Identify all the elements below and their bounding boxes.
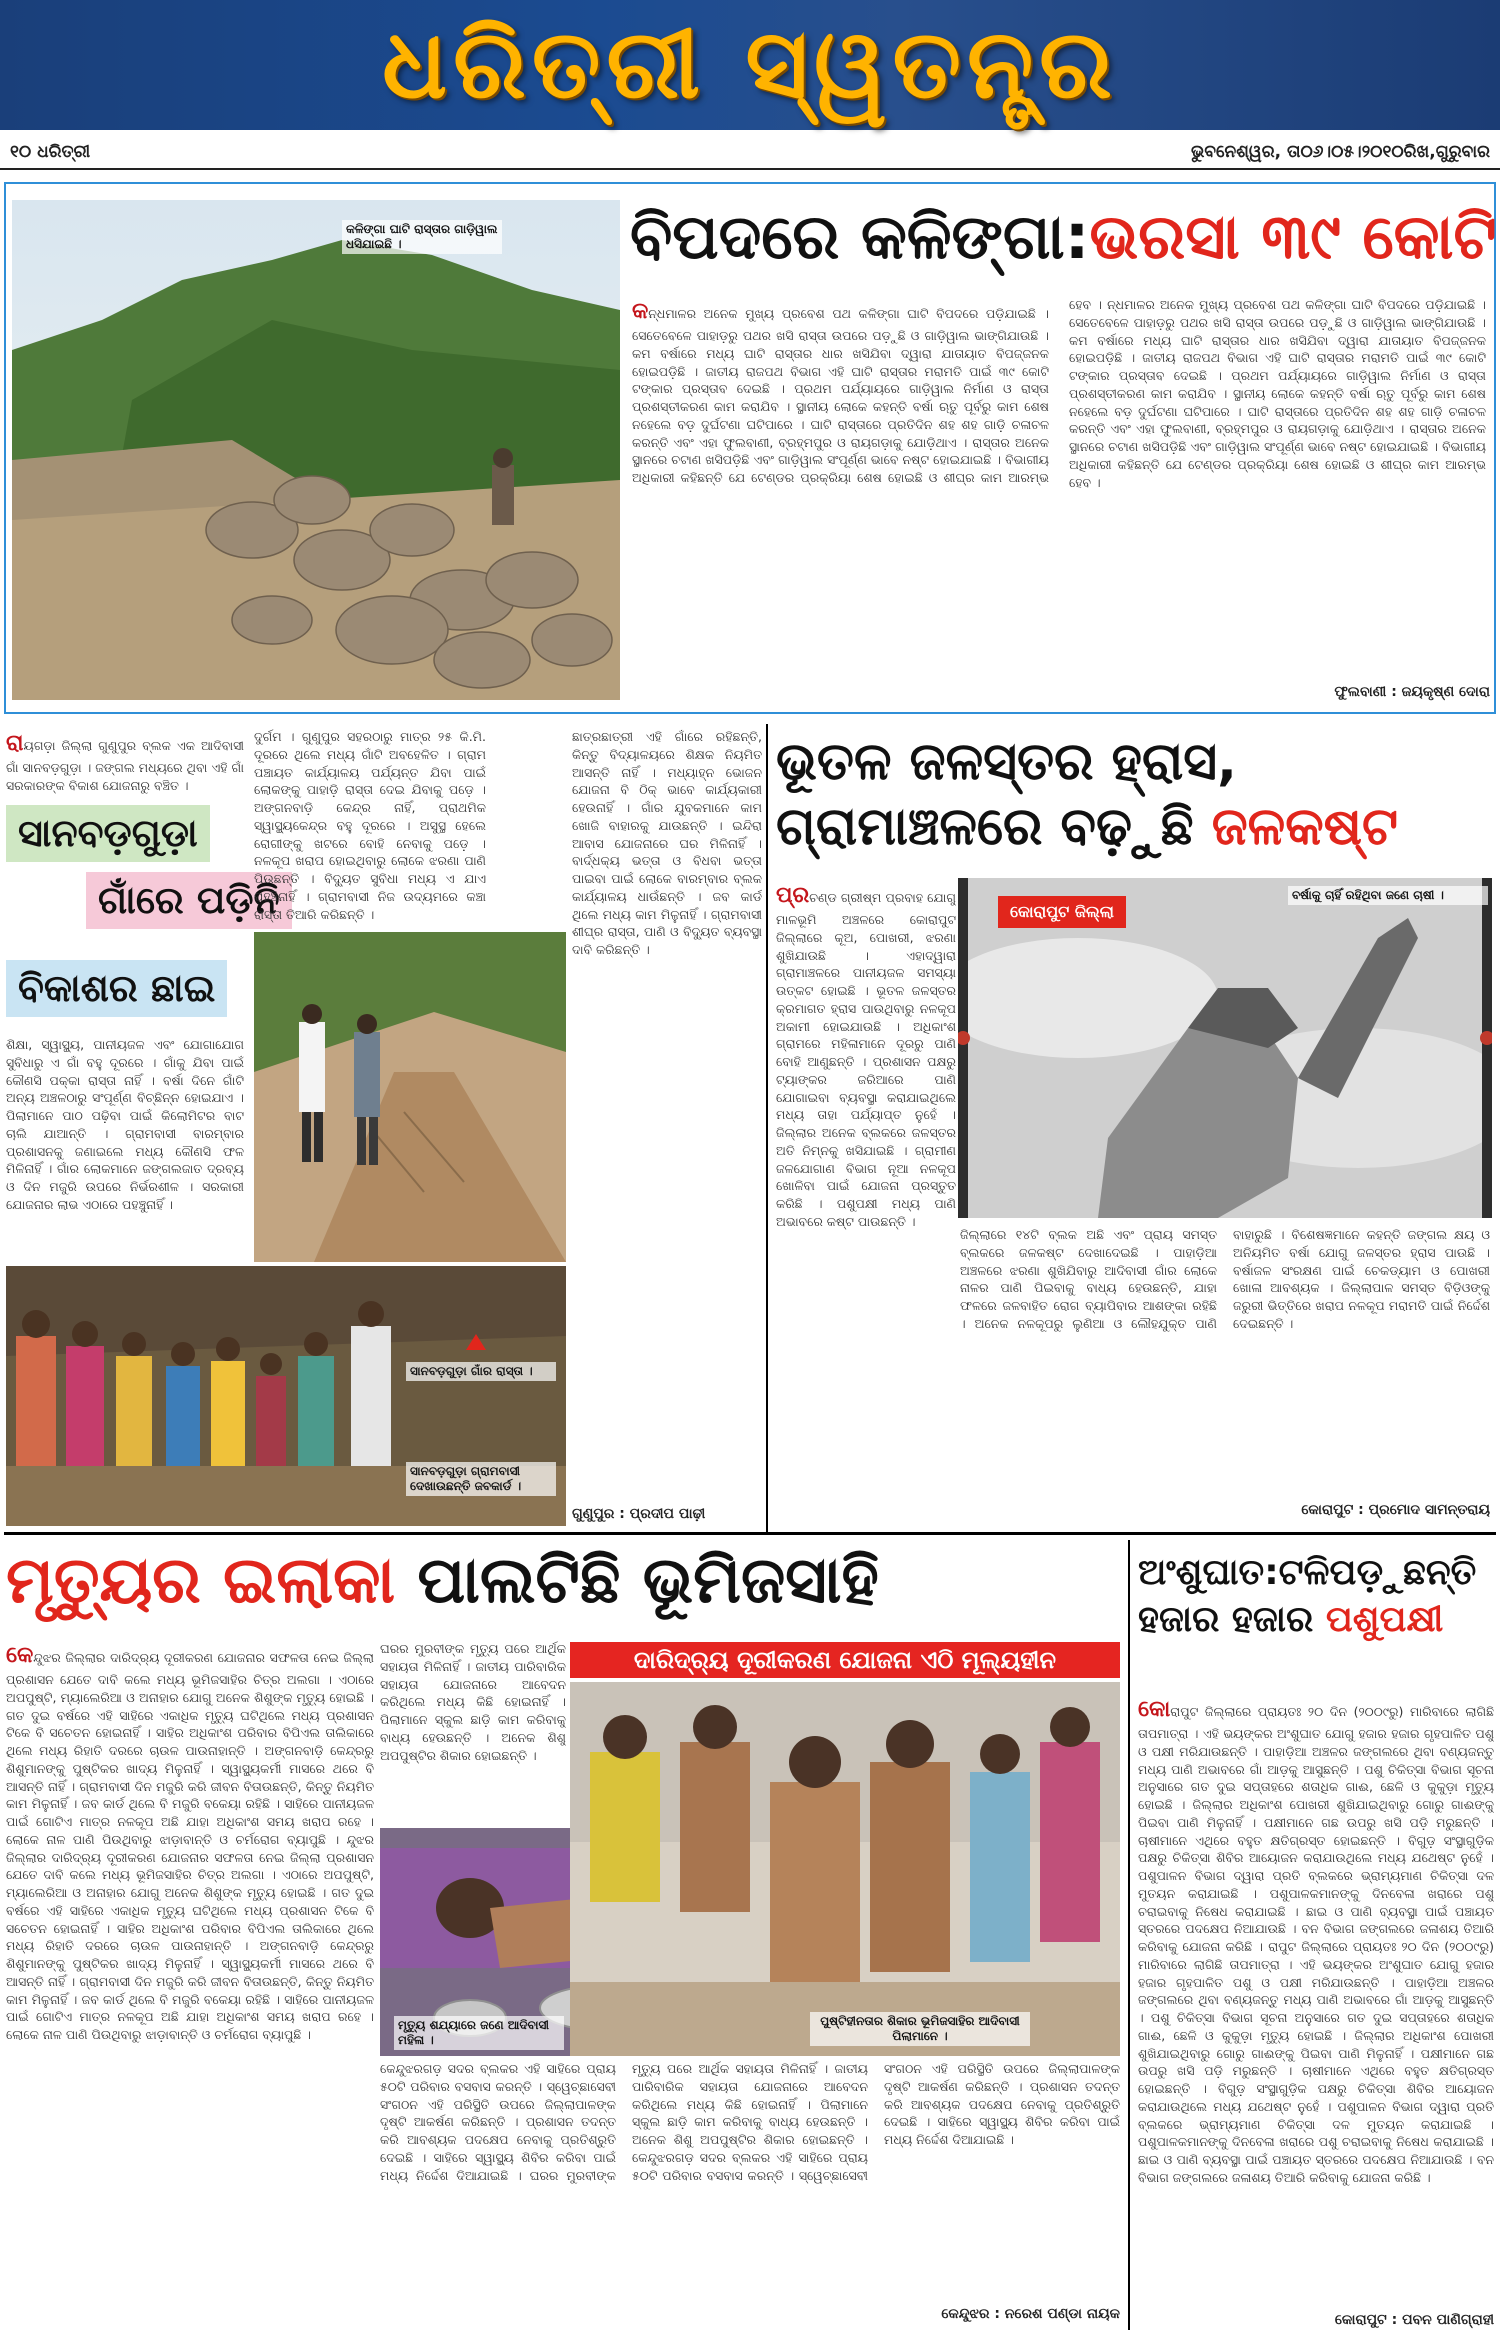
- story1-body-text-2: ନ୍ଧମାଳର ଅନେକ ମୁଖ୍ୟ ପ୍ରବେଶ ପଥ କଳିଙ୍ଗା ଘାଟି ବିପଦରେ ପଡ଼ିଯାଇଛି । ସେତେବେଳେ ପାହାଡ଼ରୁ ପଥର ଖସି ରାସ୍ତା ଉପରେ ପଡ଼ୁଛି ଓ ଗାଡ଼ିୱାଲ ଭାଙ୍ଗିଯାଉଛି । କମ ବର୍ଷାରେ ମଧ୍ୟ ଘାଟି ରାସ୍ତାର ଧାର ଖସିଯିବା ଦ୍ୱାରା ଯାତାୟାତ ବିପଜ୍ଜନକ ହୋଇପଡ଼ିଛି । ଜାତୀୟ ରାଜପଥ ବିଭାଗ ଏହି ଘାଟି ରାସ୍ତାର ମରାମତି ପାଇଁ ୩୯ କୋଟି ଟଙ୍କାର ପ୍ରସ୍ତାବ ଦେଇଛି । ପ୍ରଥମ ପର୍ଯ୍ୟାୟରେ ଗାଡ଼ିୱାଲ ନିର୍ମାଣ ଓ ରାସ୍ତା ପ୍ରଶସ୍ତୀକରଣ କାମ କରାଯିବ । ସ୍ଥାନୀୟ ଲୋକେ କହନ୍ତି ବର୍ଷା ଋତୁ ପୂର୍ବରୁ କାମ ଶେଷ ନହେଲେ ବଡ଼ ଦୁର୍ଘଟଣା ଘଟିପାରେ । ଘାଟି ରାସ୍ତାରେ ପ୍ରତିଦିନ ଶହ ଶହ ଗାଡ଼ି ଚଳାଚଳ କରନ୍ତି ଏବଂ ଏହା ଫୁଲବାଣୀ, ବ୍ରହ୍ମପୁର ଓ ରାୟଗଡ଼ାକୁ ଯୋଡ଼ିଥାଏ । ରାସ୍ତାର ଅନେକ ସ୍ଥାନରେ ଚଟାଣ ଖସିପଡ଼ିଛି ଏବଂ ଗାଡ଼ିୱାଲ ସଂପୂର୍ଣ୍ଣ ଭାବେ ନଷ୍ଟ ହୋଇଯାଇଛି । ବିଭାଗୀୟ ଅଧିକାରୀ କହିଛନ୍ତି ଯେ ଟେଣ୍ଡର ପ୍ରକ୍ରିୟା ଶେଷ ହୋଇଛି ଓ ଶୀଘ୍ର କାମ ଆରମ୍ଭ ହେବ ।: [1069, 297, 1486, 490]
- story2-tag1: ସାନବଡ଼ଗୁଡ଼ା: [6, 805, 210, 862]
- story3-photo: [958, 878, 1492, 1218]
- story2-photo-road: [254, 932, 566, 1262]
- story3-headline-a: ଭୂତଳ ଜଳସ୍ତର ହ୍ରାସ,: [776, 732, 1237, 792]
- story2-col3: ଛାତ୍ରଛାତ୍ରୀ ଏହି ଗାଁରେ ରହିଛନ୍ତି, କିନ୍ତୁ ବିଦ୍ୟାଳୟରେ ଶିକ୍ଷକ ନିୟମିତ ଆସନ୍ତି ନାହିଁ । ମଧ୍ୟାହ୍ନ ଭୋଜନ ଯୋଜନା ବି ଠିକ୍ ଭାବେ କାର୍ଯ୍ୟକାରୀ ହେଉନାହିଁ । ଗାଁର ଯୁବକମାନେ କାମ ଖୋଜି ବାହାରକୁ ଯାଉଛନ୍ତି । ଇନ୍ଦିରା ଆବାସ ଯୋଜନାରେ ଘର ମିଳିନାହିଁ । ବାର୍ଦ୍ଧକ୍ୟ ଭତ୍ତା ଓ ବିଧବା ଭତ୍ତା ପାଇବା ପାଇଁ ଲୋକେ ବାରମ୍ବାର ବ୍ଲକ କାର୍ଯ୍ୟାଳୟ ଧାଉଁଛନ୍ତି । ଜବ କାର୍ଡ ଥିଲେ ମଧ୍ୟ କାମ ମିଳୁନାହିଁ । ଗ୍ରାମବାସୀ ଶୀଘ୍ର ରାସ୍ତା, ପାଣି ଓ ବିଦ୍ୟୁତ ବ୍ୟବସ୍ଥା ଦାବି କରିଛନ୍ତି ।: [572, 729, 762, 957]
- story5-headline-c: ପଶୁପକ୍ଷୀ: [1325, 1598, 1444, 1640]
- story5-headline: [1138, 1550, 1494, 1690]
- story3-label: କୋରାପୁଟ ଜିଲ୍ଲା: [998, 896, 1126, 928]
- story1-body-text: ନ୍ଧମାଳର ଅନେକ ମୁଖ୍ୟ ପ୍ରବେଶ ପଥ କଳିଙ୍ଗା ଘାଟି ବିପଦରେ ପଡ଼ିଯାଇଛି । ସେତେବେଳେ ପାହାଡ଼ରୁ ପଥର ଖସି ରାସ୍ତା ଉପରେ ପଡ଼ୁଛି ଓ ଗାଡ଼ିୱାଲ ଭାଙ୍ଗିଯାଉଛି । କମ ବର୍ଷାରେ ମଧ୍ୟ ଘାଟି ରାସ୍ତାର ଧାର ଖସିଯିବା ଦ୍ୱାରା ଯାତାୟାତ ବିପଜ୍ଜନକ ହୋଇପଡ଼ିଛି । ଜାତୀୟ ରାଜପଥ ବିଭାଗ ଏହି ଘାଟି ରାସ୍ତାର ମରାମତି ପାଇଁ ୩୯ କୋଟି ଟଙ୍କାର ପ୍ରସ୍ତାବ ଦେଇଛି । ପ୍ରଥମ ପର୍ଯ୍ୟାୟରେ ଗାଡ଼ିୱାଲ ନିର୍ମାଣ ଓ ରାସ୍ତା ପ୍ରଶସ୍ତୀକରଣ କାମ କରାଯିବ । ସ୍ଥାନୀୟ ଲୋକେ କହନ୍ତି ବର୍ଷା ଋତୁ ପୂର୍ବରୁ କାମ ଶେଷ ନହେଲେ ବଡ଼ ଦୁର୍ଘଟଣା ଘଟିପାରେ । ଘାଟି ରାସ୍ତାରେ ପ୍ରତିଦିନ ଶହ ଶହ ଗାଡ଼ି ଚଳାଚଳ କରନ୍ତି ଏବଂ ଏହା ଫୁଲବାଣୀ, ବ୍ରହ୍ମପୁର ଓ ରାୟଗଡ଼ାକୁ ଯୋଡ଼ିଥାଏ । ରାସ୍ତାର ଅନେକ ସ୍ଥାନରେ ଚଟାଣ ଖସିପଡ଼ିଛି ଏବଂ ଗାଡ଼ିୱାଲ ସଂପୂର୍ଣ୍ଣ ଭାବେ ନଷ୍ଟ ହୋଇଯାଇଛି । ବିଭାଗୀୟ ଅଧିକାରୀ କହିଛନ୍ତି ଯେ ଟେଣ୍ଡର ପ୍ରକ୍ରିୟା ଶେଷ ହୋଇଛି ଓ ଶୀଘ୍ର କାମ ଆରମ୍ଭ ହେବ ।: [632, 297, 1102, 486]
- story2-caption1-marker: [466, 1334, 486, 1350]
- story3-headline-b: ଗ୍ରାମାଞ୍ଚଳରେ ବଢ଼ୁଛି: [776, 797, 1194, 857]
- story4-dropcap: କେ: [6, 1643, 34, 1668]
- story5-headline-a: ଅଂଶୁଘାତ:ଟଳିପଡ଼ୁଛନ୍ତି: [1138, 1552, 1477, 1593]
- story2-caption2: ସାନବଡ଼ଗୁଡ଼ା ଗ୍ରାମବାସୀ ଦେଖାଉଛନ୍ତି ଜବକାର୍ଡ ।: [406, 1462, 556, 1496]
- story3-col1b: ପ୍ରଶାସନ ପକ୍ଷରୁ ଟ୍ୟାଙ୍କର ଜରିଆରେ ପାଣି ଯୋଗାଇବା ବ୍ୟବସ୍ଥା କରାଯାଇଥିଲେ ମଧ୍ୟ ତାହା ପର୍ଯ୍ୟାପ୍ତ ନୁହେଁ । ଜିଲ୍ଲାର ଅନେକ ବ୍ଲକରେ ଜଳସ୍ତର ଅତି ନିମ୍ନକୁ ଖସିଯାଇଛି । ଗ୍ରାମୀଣ ଜଳଯୋଗାଣ ବିଭାଗ ନୂଆ ନଳକୂପ ଖୋଳିବା ପାଇଁ ଯୋଜନା ପ୍ରସ୍ତୁତ କରିଛି । ପଶୁପକ୍ଷୀ ମଧ୍ୟ ପାଣି ଅଭାବରେ କଷ୍ଟ ପାଉଛନ୍ତି ।: [776, 1054, 956, 1229]
- column-rule-2: [1128, 1540, 1130, 2330]
- story2-caption1: ସାନବଡ଼ଗୁଡ଼ା ଗାଁର ରାସ୍ତା ।: [406, 1362, 556, 1381]
- page-number: ୧୦ ଧରିତ୍ରୀ: [10, 142, 91, 162]
- farmer-looking-sky-image: [958, 878, 1492, 1218]
- story5-body: [1138, 1694, 1494, 2310]
- story2-body: ଶିକ୍ଷା, ସ୍ୱାସ୍ଥ୍ୟ, ପାନୀୟଜଳ ଏବଂ ଯୋଗାଯୋଗ ସୁବିଧାରୁ ଏ ଗାଁ ବହୁ ଦୂରରେ । ଗାଁକୁ ଯିବା ପାଇଁ କୌଣସି ପକ୍କା ରାସ୍ତା ନାହିଁ । ବର୍ଷା ଦିନେ ଗାଁଟି ଅନ୍ୟ ଅଞ୍ଚଳଠାରୁ ସଂପୂର୍ଣ୍ଣ ବିଚ୍ଛିନ୍ନ ହୋଇଯାଏ । ପିଲାମାନେ ପାଠ ପଢ଼ିବା ପାଇଁ କିଲୋମିଟର ବାଟ ଚାଲି ଯାଆନ୍ତି । ଗ୍ରାମବାସୀ ବାରମ୍ବାର ପ୍ରଶାସନକୁ ଜଣାଇଲେ ମଧ୍ୟ କୌଣସି ଫଳ ମିଳିନାହିଁ । ଗାଁର ଲୋକମାନେ ଜଙ୍ଗଲଜାତ ଦ୍ରବ୍ୟ ଓ ଦିନ ମଜୁରି ଉପରେ ନିର୍ଭରଶୀଳ । ସରକାରୀ ଯୋଜନାର ଲାଭ ଏଠାରେ ପହଞ୍ଚୁନାହିଁ ।: [6, 1037, 244, 1212]
- village-road-image: [254, 932, 566, 1262]
- story3-body-text: ଚଣ୍ଡ ଗ୍ରୀଷ୍ମ ପ୍ରବାହ ଯୋଗୁ ମାଳଭୂମି ଅଞ୍ଚଳରେ କୋରାପୁଟ ଜିଲ୍ଲାରେ କୂଅ, ପୋଖରୀ, ଝରଣା ଶୁଖିଯାଉଛି । ଏହାଦ୍ୱାରା ଗ୍ରାମାଞ୍ଚଳରେ ପାନୀୟଜଳ ସମସ୍ୟା ଉତ୍କଟ ହୋଇଛି । ଭୂତଳ ଜଳସ୍ତର କ୍ରମାଗତ ହ୍ରାସ ପାଉଥିବାରୁ ନଳକୂପ ଅକାମୀ ହୋଇଯାଉଛି । ଅଧିକାଂଶ ଗ୍ରାମରେ ମହିଳାମାନେ ଦୂରରୁ ପାଣି ବୋହି ଆଣୁଛନ୍ତି ।: [776, 890, 956, 1070]
- story4-body-text: ନ୍ଦୁଝର ଜିଲ୍ଲାର ଦାରିଦ୍ର୍ୟ ଦୂରୀକରଣ ଯୋଜନାର ସଫଳତା ନେଇ ଜିଲ୍ଲା ପ୍ରଶାସନ ଯେତେ ଦାବି କଲେ ମଧ୍ୟ ଭୂମିଜସାହିର ଚିତ୍ର ଅଲଗା । ଏଠାରେ ଅପପୁଷ୍ଟି, ମ୍ୟାଲେରିଆ ଓ ଅନାହାର ଯୋଗୁ ଅନେକ ଶିଶୁଙ୍କ ମୃତ୍ୟୁ ହୋଇଛି । ଗତ ଦୁଇ ବର୍ଷରେ ଏହି ସାହିରେ ଏକାଧିକ ମୃତ୍ୟୁ ଘଟିଥିଲେ ମଧ୍ୟ ପ୍ରଶାସନ ଟିକେ ବି ସଚେତନ ହୋଇନାହିଁ । ସାହିର ଅଧିକାଂଶ ପରିବାର ବିପିଏଲ ତାଲିକାରେ ଥିଲେ ମଧ୍ୟ ରିହାତି ଦରରେ ଚାଉଳ ପାଉନାହାନ୍ତି । ଅଙ୍ଗନବାଡ଼ି କେନ୍ଦ୍ରରୁ ଶିଶୁମାନଙ୍କୁ ପୁଷ୍ଟିକର ଖାଦ୍ୟ ମିଳୁନାହିଁ । ସ୍ୱାସ୍ଥ୍ୟକର୍ମୀ ମାସରେ ଥରେ ବି ଆସନ୍ତି ନାହିଁ । ଗ୍ରାମବାସୀ ଦିନ ମଜୁରି କରି ଜୀବନ ବିତାଉଛନ୍ତି, କିନ୍ତୁ ନିୟମିତ କାମ ମିଳୁନାହିଁ । ଜବ କାର୍ଡ ଥିଲେ ବି ମଜୁରି ବକେୟା ରହିଛି । ସାହିରେ ପାନୀୟଜଳ ପାଇଁ ଗୋଟିଏ ମାତ୍ର ନଳକୂପ ଅଛି ଯାହା ଅଧିକାଂଶ ସମୟ ଖରାପ ରହେ । ଲୋକେ ନାଳ ପାଣି ପିଉଥିବାରୁ ଝାଡ଼ାବାନ୍ତି ଓ ଚର୍ମରୋଗ ବ୍ୟାପୁଛି ।: [6, 1650, 374, 1847]
- masthead-title: ଧରିତ୍ରୀ ସ୍ୱତନ୍ତ୍ର: [382, 8, 1118, 120]
- story3-headline-c: ଜଳକଷ୍ଟ: [1211, 797, 1399, 857]
- masthead: [0, 0, 1500, 130]
- story4-banner: ଦାରିଦ୍ର୍ୟ ଦୂରୀକରଣ ଯୋଜନା ଏଠି ମୂଲ୍ୟହୀନ: [570, 1642, 1120, 1678]
- story1-headline-a: ବିପଦରେ କଳିଙ୍ଗା:: [630, 200, 1090, 273]
- story5-body-text: ରାପୁଟ ଜିଲ୍ଲାରେ ପ୍ରାୟତଃ ୨୦ ଦିନ (୨୦୦୯ରୁ) ମାରିବାରେ ଲାଗିଛି ତାପମାତ୍ରା । ଏହି ଭୟଙ୍କର ଅଂଶୁଘାତ ଯୋଗୁ ହଜାର ହଜାର ଗୃହପାଳିତ ପଶୁ ଓ ପକ୍ଷୀ ମରିଯାଉଛନ୍ତି । ପାହାଡ଼ିଆ ଅଞ୍ଚଳର ଜଙ୍ଗଲରେ ଥିବା ବଣ୍ୟଜନ୍ତୁ ମଧ୍ୟ ପାଣି ଅଭାବରେ ଗାଁ ଆଡ଼କୁ ଆସୁଛନ୍ତି । ପଶୁ ଚିକିତ୍ସା ବିଭାଗ ସୂଚନା ଅନୁସାରେ ଗତ ଦୁଇ ସପ୍ତାହରେ ଶତାଧିକ ଗାଈ, ଛେଳି ଓ କୁକୁଡ଼ା ମୃତ୍ୟୁ ହୋଇଛି । ଜିଲ୍ଲାର ଅଧିକାଂଶ ପୋଖରୀ ଶୁଖିଯାଇଥିବାରୁ ଗୋରୁ ଗାଈଙ୍କୁ ପିଇବା ପାଣି ମିଳୁନାହିଁ । ପକ୍ଷୀମାନେ ଗଛ ଉପରୁ ଖସି ପଡ଼ି ମରୁଛନ୍ତି । ଚାଷୀମାନେ ଏଥିରେ ବହୁତ କ୍ଷତିଗ୍ରସ୍ତ ହୋଇଛନ୍ତି ।: [1138, 1704, 1494, 1848]
- story4-headline-b: ପାଲଟିଛି ଭୂମିଜସାହି: [417, 1544, 879, 1618]
- column-rule: [766, 724, 768, 1532]
- section-rule: [4, 1532, 1496, 1535]
- story4-col-bottom-text-2: ଘରର ମୁରବୀଙ୍କ ମୃତ୍ୟୁ ପରେ ଆର୍ଥିକ ସହାୟତା ମିଳିନାହିଁ । ଜାତୀୟ ପାରିବାରିକ ସହାୟତା ଯୋଜନାରେ ଆବେଦନ କରିଥିଲେ ମଧ୍ୟ କିଛି ହୋଇନାହିଁ । ପିଲାମାନେ ସ୍କୁଲ ଛାଡ଼ି କାମ କରିବାକୁ ବାଧ୍ୟ ହେଉଛନ୍ତି । ଅନେକ ଶିଶୁ ଅପପୁଷ୍ଟିର ଶିକାର ହୋଇଛନ୍ତି ।: [529, 2061, 868, 2183]
- story4-photo-children: [570, 1682, 1120, 2056]
- story1-byline: ଫୁଲବାଣୀ : ଜୟକୃଷ୍ଣ ଦୋରା: [1334, 684, 1490, 700]
- story4-headline: [6, 1544, 1126, 1634]
- story1-body: [632, 296, 1486, 676]
- story1-headline: [630, 200, 1497, 290]
- story3-byline: କୋରାପୁଟ : ପ୍ରମୋଦ ସାମନ୍ତରାୟ: [1301, 1502, 1490, 1518]
- story5-body2-2: ବିଗୁଡ଼ ସଂସ୍ଥାଗୁଡ଼ିକ ପକ୍ଷରୁ ଚିକିତ୍ସା ଶିବିର ଆୟୋଜନ କରାଯାଉଥିଲେ ମଧ୍ୟ ଯଥେଷ୍ଟ ନୁହେଁ । ପଶୁପାଳନ ବିଭାଗ ଦ୍ୱାରା ପ୍ରତି ବ୍ଲକରେ ଭ୍ରାମ୍ୟମାଣ ଚିକିତ୍ସା ଦଳ ମୁତୟନ କରାଯାଇଛି । ପଶୁପାଳକମାନଙ୍କୁ ଦିନବେଳା ଖରାରେ ପଶୁ ଚରାଇବାକୁ ନିଷେଧ କରାଯାଇଛି । ଛାଇ ଓ ପାଣି ବ୍ୟବସ୍ଥା ପାଇଁ ପଞ୍ଚାୟତ ସ୍ତରରେ ପଦକ୍ଷେପ ନିଆଯାଉଛି । ବନ ବିଭାଗ ଜଙ୍ଗଲରେ ଜଳାଶୟ ତିଆରି କରିବାକୁ ଯୋଜନା କରିଛି ।: [1138, 2081, 1494, 2185]
- story2-col2: ଦୁର୍ଗମ । ଗୁଣୁପୁର ସହରଠାରୁ ମାତ୍ର ୨୫ କି.ମି. ଦୂରରେ ଥିଲେ ମଧ୍ୟ ଗାଁଟି ଅବହେଳିତ । ଗ୍ରାମ ପଞ୍ଚାୟତ କାର୍ଯ୍ୟାଳୟ ପର୍ଯ୍ୟନ୍ତ ଯିବା ପାଇଁ ଲୋକଙ୍କୁ ପାହାଡ଼ି ରାସ୍ତା ଦେଇ ଯିବାକୁ ପଡ଼େ । ଅଙ୍ଗନବାଡ଼ି କେନ୍ଦ୍ର ନାହିଁ, ପ୍ରାଥମିକ ସ୍ୱାସ୍ଥ୍ୟକେନ୍ଦ୍ର ବହୁ ଦୂରରେ । ଅସୁସ୍ଥ ହେଲେ ରୋଗୀଙ୍କୁ ଖଟରେ ବୋହି ନେବାକୁ ପଡ଼େ । ନଳକୂପ ଖରାପ ହୋଇଥିବାରୁ ଲୋକେ ଝରଣା ପାଣି ପିଉଛନ୍ତି । ବିଦ୍ୟୁତ ସୁବିଧା ମଧ୍ୟ ଏ ଯାଏ ପହଞ୍ଚିନାହିଁ । ଗ୍ରାମବାସୀ ନିଜ ଉଦ୍ୟମରେ କଞ୍ଚା ରାସ୍ତା ତିଆରି କରିଛନ୍ତି ।: [254, 729, 486, 922]
- story4-col-bottom: [380, 2060, 1120, 2300]
- story3-dropcap: ପ୍ର: [776, 883, 810, 908]
- story4-caption2: ପୁଷ୍ଟିହୀନତାର ଶିକାର ଭୂମିଜସାହିର ଆଦିବାସୀ ପିଲାମାନେ ।: [810, 2012, 1030, 2046]
- story2-tag3: ବିକାଶର ଛାଇ: [6, 960, 227, 1017]
- story4-headline-a: ମୃତ୍ୟୁର ଇଲାକା: [6, 1544, 396, 1618]
- story4-col2: ଘରର ମୁରବୀଙ୍କ ମୃତ୍ୟୁ ପରେ ଆର୍ଥିକ ସହାୟତା ମିଳିନାହିଁ । ଜାତୀୟ ପାରିବାରିକ ସହାୟତା ଯୋଜନାରେ ଆବେଦନ କରିଥିଲେ ମଧ୍ୟ କିଛି ହୋଇନାହିଁ । ପିଲାମାନେ ସ୍କୁଲ ଛାଡ଼ି କାମ କରିବାକୁ ବାଧ୍ୟ ହେଉଛନ୍ତି । ଅନେକ ଶିଶୁ ଅପପୁଷ୍ଟିର ଶିକାର ହୋଇଛନ୍ତି ।: [380, 1641, 566, 1763]
- issue-date: ଭୁବନେଶ୍ୱର, ତା୦୬।୦୫।୨୦୧୦ରିଖ,ଗୁରୁବାର: [1191, 142, 1490, 162]
- mountain-road-image: [12, 200, 620, 700]
- story1-photo-caption: କଳିଙ୍ଗା ଘାଟି ରାସ୍ତାର ଗାଡ଼ିୱାଲ ଧସିଯାଇଛି ।: [342, 220, 502, 254]
- story5-body2: ବିଗୁଡ଼ ସଂସ୍ଥାଗୁଡ଼ିକ ପକ୍ଷରୁ ଚିକିତ୍ସା ଶିବିର ଆୟୋଜନ କରାଯାଉଥିଲେ ମଧ୍ୟ ଯଥେଷ୍ଟ ନୁହେଁ । ପଶୁପାଳନ ବିଭାଗ ଦ୍ୱାରା ପ୍ରତି ବ୍ଲକରେ ଭ୍ରାମ୍ୟମାଣ ଚିକିତ୍ସା ଦଳ ମୁତୟନ କରାଯାଇଛି । ପଶୁପାଳକମାନଙ୍କୁ ଦିନବେଳା ଖରାରେ ପଶୁ ଚରାଇବାକୁ ନିଷେଧ କରାଯାଇଛି । ଛାଇ ଓ ପାଣି ବ୍ୟବସ୍ଥା ପାଇଁ ପଞ୍ଚାୟତ ସ୍ତରରେ ପଦକ୍ଷେପ ନିଆଯାଉଛି । ବନ ବିଭାଗ ଜଙ୍ଗଲରେ ଜଳାଶୟ ତିଆରି କରିବାକୁ ଯୋଜନା କରିଛି ।: [1138, 1832, 1494, 1955]
- story5-body-text-2: ରାପୁଟ ଜିଲ୍ଲାରେ ପ୍ରାୟତଃ ୨୦ ଦିନ (୨୦୦୯ରୁ) ମାରିବାରେ ଲାଗିଛି ତାପମାତ୍ରା । ଏହି ଭୟଙ୍କର ଅଂଶୁଘାତ ଯୋଗୁ ହଜାର ହଜାର ଗୃହପାଳିତ ପଶୁ ଓ ପକ୍ଷୀ ମରିଯାଉଛନ୍ତି । ପାହାଡ଼ିଆ ଅଞ୍ଚଳର ଜଙ୍ଗଲରେ ଥିବା ବଣ୍ୟଜନ୍ତୁ ମଧ୍ୟ ପାଣି ଅଭାବରେ ଗାଁ ଆଡ଼କୁ ଆସୁଛନ୍ତି । ପଶୁ ଚିକିତ୍ସା ବିଭାଗ ସୂଚନା ଅନୁସାରେ ଗତ ଦୁଇ ସପ୍ତାହରେ ଶତାଧିକ ଗାଈ, ଛେଳି ଓ କୁକୁଡ଼ା ମୃତ୍ୟୁ ହୋଇଛି । ଜିଲ୍ଲାର ଅଧିକାଂଶ ପୋଖରୀ ଶୁଖିଯାଇଥିବାରୁ ଗୋରୁ ଗାଈଙ୍କୁ ପିଇବା ପାଣି ମିଳୁନାହିଁ । ପକ୍ଷୀମାନେ ଗଛ ଉପରୁ ଖସି ପଡ଼ି ମରୁଛନ୍ତି । ଚାଷୀମାନେ ଏଥିରେ ବହୁତ କ୍ଷତିଗ୍ରସ୍ତ ହୋଇଛନ୍ତି ।: [1138, 1939, 1494, 2097]
- story5-dropcap: କୋ: [1138, 1697, 1171, 1722]
- story4-byline: କେନ୍ଦୁଝର : ନରେଶ ପଣ୍ଡା ନାୟକ: [941, 2306, 1120, 2322]
- story2-intro-text: ୟଗଡ଼ା ଜିଲ୍ଲା ଗୁଣୁପୁର ବ୍ଲକ ଏକ ଆଦିବାସୀ ଗାଁ ସାନବଡ଼ଗୁଡ଼ା । ଜଙ୍ଗଲ ମଧ୍ୟରେ ଥିବା ଏହି ଗାଁ ସରକାରଙ୍କ ବିକାଶ ଯୋଜନାରୁ ବଞ୍ଚିତ ।: [6, 738, 244, 793]
- story4-caption1: ମୃତ୍ୟୁ ଶଯ୍ୟାରେ ଜଣେ ଆଦିବାସୀ ମହିଳା ।: [394, 2016, 564, 2050]
- malnourished-children-image: [570, 1682, 1120, 2056]
- story2-tag2: ଗାଁରେ ପଡ଼ିନି: [86, 872, 292, 929]
- story4-col-bottom-text-3: କେନ୍ଦୁଝରଗଡ଼ ସଦର ବ୍ଲକର ଏହି ସାହିରେ ପ୍ରାୟ ୫୦ଟି ପରିବାର ବସବାସ କରନ୍ତି । ସ୍ୱେଚ୍ଛାସେବୀ ସଂଗଠନ ଏହି ପରିସ୍ଥିତି ଉପରେ ଜିଲ୍ଲାପାଳଙ୍କ ଦୃଷ୍ଟି ଆକର୍ଷଣ କରିଛନ୍ତି । ପ୍ରଶାସନ ତଦନ୍ତ କରି ଆବଶ୍ୟକ ପଦକ୍ଷେପ ନେବାକୁ ପ୍ରତିଶ୍ରୁତି ଦେଇଛି । ସାହିରେ ସ୍ୱାସ୍ଥ୍ୟ ଶିବିର କରିବା ପାଇଁ ମଧ୍ୟ ନିର୍ଦ୍ଦେଶ ଦିଆଯାଇଛି ।: [632, 2061, 1120, 2183]
- story2-intro: [6, 728, 244, 808]
- story4-body: [6, 1640, 374, 2330]
- story5-byline: କୋରାପୁଟ : ପବନ ପାଣିଗ୍ରାହୀ: [1334, 2312, 1494, 2328]
- story3-body: [776, 880, 956, 1360]
- story5-headline-b: ହଜାର ହଜାର: [1138, 1598, 1314, 1640]
- story2-photo-villagers: [6, 1266, 566, 1526]
- story1-headline-b: ଭରସା ୩୯ କୋଟି: [1089, 200, 1497, 273]
- dateline: [0, 134, 1500, 170]
- story1-dropcap: କ: [632, 299, 649, 324]
- story4-body-text-2: ନ୍ଦୁଝର ଜିଲ୍ଲାର ଦାରିଦ୍ର୍ୟ ଦୂରୀକରଣ ଯୋଜନାର ସଫଳତା ନେଇ ଜିଲ୍ଲା ପ୍ରଶାସନ ଯେତେ ଦାବି କଲେ ମଧ୍ୟ ଭୂମିଜସାହିର ଚିତ୍ର ଅଲଗା । ଏଠାରେ ଅପପୁଷ୍ଟି, ମ୍ୟାଲେରିଆ ଓ ଅନାହାର ଯୋଗୁ ଅନେକ ଶିଶୁଙ୍କ ମୃତ୍ୟୁ ହୋଇଛି । ଗତ ଦୁଇ ବର୍ଷରେ ଏହି ସାହିରେ ଏକାଧିକ ମୃତ୍ୟୁ ଘଟିଥିଲେ ମଧ୍ୟ ପ୍ରଶାସନ ଟିକେ ବି ସଚେତନ ହୋଇନାହିଁ । ସାହିର ଅଧିକାଂଶ ପରିବାର ବିପିଏଲ ତାଲିକାରେ ଥିଲେ ମଧ୍ୟ ରିହାତି ଦରରେ ଚାଉଳ ପାଉନାହାନ୍ତି । ଅଙ୍ଗନବାଡ଼ି କେନ୍ଦ୍ରରୁ ଶିଶୁମାନଙ୍କୁ ପୁଷ୍ଟିକର ଖାଦ୍ୟ ମିଳୁନାହିଁ । ସ୍ୱାସ୍ଥ୍ୟକର୍ମୀ ମାସରେ ଥରେ ବି ଆସନ୍ତି ନାହିଁ । ଗ୍ରାମବାସୀ ଦିନ ମଜୁରି କରି ଜୀବନ ବିତାଉଛନ୍ତି, କିନ୍ତୁ ନିୟମିତ କାମ ମିଳୁନାହିଁ । ଜବ କାର୍ଡ ଥିଲେ ବି ମଜୁରି ବକେୟା ରହିଛି । ସାହିରେ ପାନୀୟଜଳ ପାଇଁ ଗୋଟିଏ ମାତ୍ର ନଳକୂପ ଅଛି ଯାହା ଅଧିକାଂଶ ସମୟ ଖରାପ ରହେ । ଲୋକେ ନାଳ ପାଣି ପିଉଥିବାରୁ ଝାଡ଼ାବାନ୍ତି ଓ ଚର୍ମରୋଗ ବ୍ୟାପୁଛି ।: [6, 1831, 374, 2043]
- story2-dropcap: ରା: [6, 731, 24, 756]
- story3-photo-caption: ବର୍ଷାକୁ ଚାହିଁ ରହିଥିବା ଜଣେ ଚାଷୀ ।: [1288, 886, 1488, 905]
- story1-photo: [12, 200, 620, 700]
- story3-body2: ଜିଲ୍ଲାରେ ୧୪ଟି ବ୍ଲକ ଅଛି ଏବଂ ପ୍ରାୟ ସମସ୍ତ ବ୍ଲକରେ ଜଳକଷ୍ଟ ଦେଖାଦେଇଛି । ପାହାଡ଼ିଆ ଅଞ୍ଚଳରେ ଝରଣା ଶୁଖିଯିବାରୁ ଆଦିବାସୀ ଗାଁର ଲୋକେ ନାଳର ପାଣି ପିଇବାକୁ ବାଧ୍ୟ ହେଉଛନ୍ତି, ଯାହା ଫଳରେ ଜଳବାହିତ ରୋଗ ବ୍ୟାପିବାର ଆଶଙ୍କା ରହିଛି । ଅନେକ ନଳକୂପରୁ ଲୁଣିଆ ଓ ଲୌହଯୁକ୍ତ ପାଣି ବାହାରୁଛି । ବିଶେଷଜ୍ଞମାନେ କହନ୍ତି ଜଙ୍ଗଲ କ୍ଷୟ ଓ ଅନିୟମିତ ବର୍ଷା ଯୋଗୁ ଜଳସ୍ତର ହ୍ରାସ ପାଉଛି । ବର୍ଷାଜଳ ସଂରକ୍ଷଣ ପାଇଁ ଚେକଡ୍ୟାମ ଓ ପୋଖରୀ ଖୋଳା ଆବଶ୍ୟକ । ଜିଲ୍ଲାପାଳ ସମସ୍ତ ବିଡ଼ିଓଙ୍କୁ ଜରୁରୀ ଭିତ୍ତିରେ ଖରାପ ନଳକୂପ ମରାମତି ପାଇଁ ନିର୍ଦ୍ଦେଶ ଦେଇଛନ୍ତି ।: [960, 1227, 1490, 1331]
- story4-col-bottom-text: କେନ୍ଦୁଝରଗଡ଼ ସଦର ବ୍ଲକର ଏହି ସାହିରେ ପ୍ରାୟ ୫୦ଟି ପରିବାର ବସବାସ କରନ୍ତି । ସ୍ୱେଚ୍ଛାସେବୀ ସଂଗଠନ ଏହି ପରିସ୍ଥିତି ଉପରେ ଜିଲ୍ଲାପାଳଙ୍କ ଦୃଷ୍ଟି ଆକର୍ଷଣ କରିଛନ୍ତି । ପ୍ରଶାସନ ତଦନ୍ତ କରି ଆବଶ୍ୟକ ପଦକ୍ଷେପ ନେବାକୁ ପ୍ରତିଶ୍ରୁତି ଦେଇଛି । ସାହିରେ ସ୍ୱାସ୍ଥ୍ୟ ଶିବିର କରିବା ପାଇଁ ମଧ୍ୟ ନିର୍ଦ୍ଦେଶ ଦିଆଯାଇଛି ।: [380, 2061, 616, 2183]
- story3-headline: [776, 730, 1492, 870]
- story2-byline: ଗୁଣୁପୁର : ପ୍ରଦୀପ ପାଢ଼ୀ: [572, 1506, 706, 1522]
